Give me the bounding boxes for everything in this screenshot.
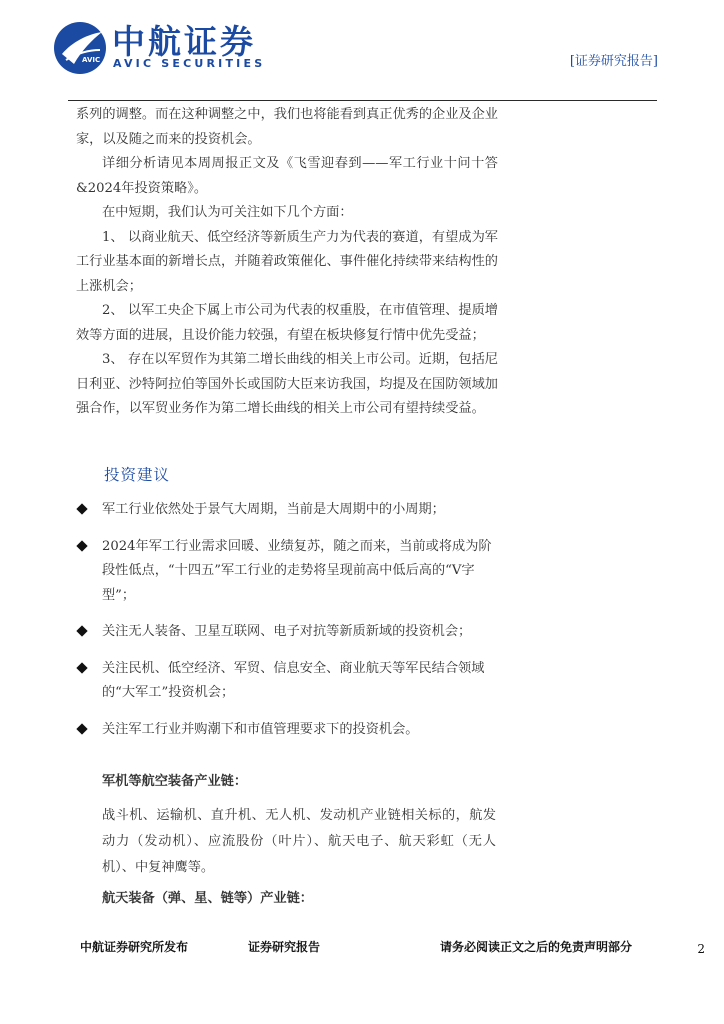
footer-report-type: 证券研究报告 <box>248 940 321 954</box>
paragraph-reference: 详细分析请见本周周报正文及《飞雪迎春到——军工行业十问十答&2024年投资策略》。 <box>76 156 498 196</box>
page-number: 2 <box>697 942 705 956</box>
bullet-text: 2024年军工行业需求回暖、业绩复苏，随之而来，当前或将成为阶段性低点，“十四五”军工行业的走势将呈现前高中低后高的“V字型”； <box>102 538 492 603</box>
diamond-bullet-icon <box>76 662 87 673</box>
logo-text: AVIC <box>82 56 101 64</box>
header-divider <box>68 100 657 101</box>
military-aircraft-chain-title: 军机等航空装备产业链： <box>102 774 248 789</box>
brand-name-cn: 中航证券 <box>112 22 256 61</box>
footer-disclaimer: 请务必阅读正文之后的免责声明部分 <box>440 940 633 954</box>
list-item <box>76 657 496 706</box>
report-type-tag: [证券研究报告] <box>569 54 658 69</box>
list-item <box>76 718 496 743</box>
diamond-bullet-icon <box>76 625 87 636</box>
list-item <box>76 498 496 523</box>
diamond-bullet-icon <box>76 540 87 551</box>
list-item <box>76 535 496 609</box>
bullet-text: 关注无人装备、卫星互联网、电子对抗等新质新域的投资机会； <box>102 624 472 639</box>
paragraph-intro: 在中短期，我们认为可关注如下几个方面： <box>102 205 353 220</box>
section-title-investment-advice: 投资建议 <box>104 466 171 484</box>
page-header <box>0 0 724 100</box>
paragraph-continuation: 系列的调整。而在这种调整之中，我们也将能看到真正优秀的企业及企业家，以及随之而来的投资机会。 <box>76 107 498 147</box>
diamond-bullet-icon <box>76 723 87 734</box>
avic-logo-icon <box>52 20 108 76</box>
footer-publisher: 中航证券研究所发布 <box>80 940 189 954</box>
advice-bullet-list <box>76 498 496 754</box>
bullet-text: 关注军工行业并购潮下和市值管理要求下的投资机会。 <box>102 721 419 737</box>
paragraph-point-1: 1、 以商业航天、低空经济等新质生产力为代表的赛道，有望成为军工行业基本面的新增长点，并随着政策催化、事件催化持续带来结构性的上涨机会； <box>76 229 498 294</box>
bullet-text: 军工行业依然处于景气大周期，当前是大周期中的小周期； <box>102 502 445 517</box>
brand-name-en: AVIC SECURITIES <box>113 57 266 70</box>
paragraph-point-3: 3、 存在以军贸作为其第二增长曲线的相关上市公司。近期，包括尼日利亚、沙特阿拉伯等国外长或国防大臣来访我国，均提及在国防领域加强合作，以军贸业务作为第二增长曲线的相关上市公司有望持续受益。 <box>76 352 498 416</box>
aerospace-chain-title: 航天装备（弹、星、链等）产业链： <box>102 891 313 906</box>
paragraph-point-2: 2、 以军工央企下属上市公司为代表的权重股，在市值管理、提质增效等方面的进展，且设价能力较强，有望在板块修复行情中优先受益； <box>76 303 498 343</box>
diamond-bullet-icon <box>76 503 87 514</box>
military-aircraft-chain-text: 战斗机、运输机、直升机、无人机、发动机产业链相关标的，航发动力（发动机）、应流股份（叶片）、航天电子、航天彩虹（无人机）、中复神鹰等。 <box>102 808 496 875</box>
body-paragraphs <box>76 103 498 422</box>
list-item <box>76 620 496 645</box>
bullet-text: 关注民机、低空经济、军贸、信息安全、商业航天等军民结合领域的“大军工”投资机会； <box>102 660 485 700</box>
